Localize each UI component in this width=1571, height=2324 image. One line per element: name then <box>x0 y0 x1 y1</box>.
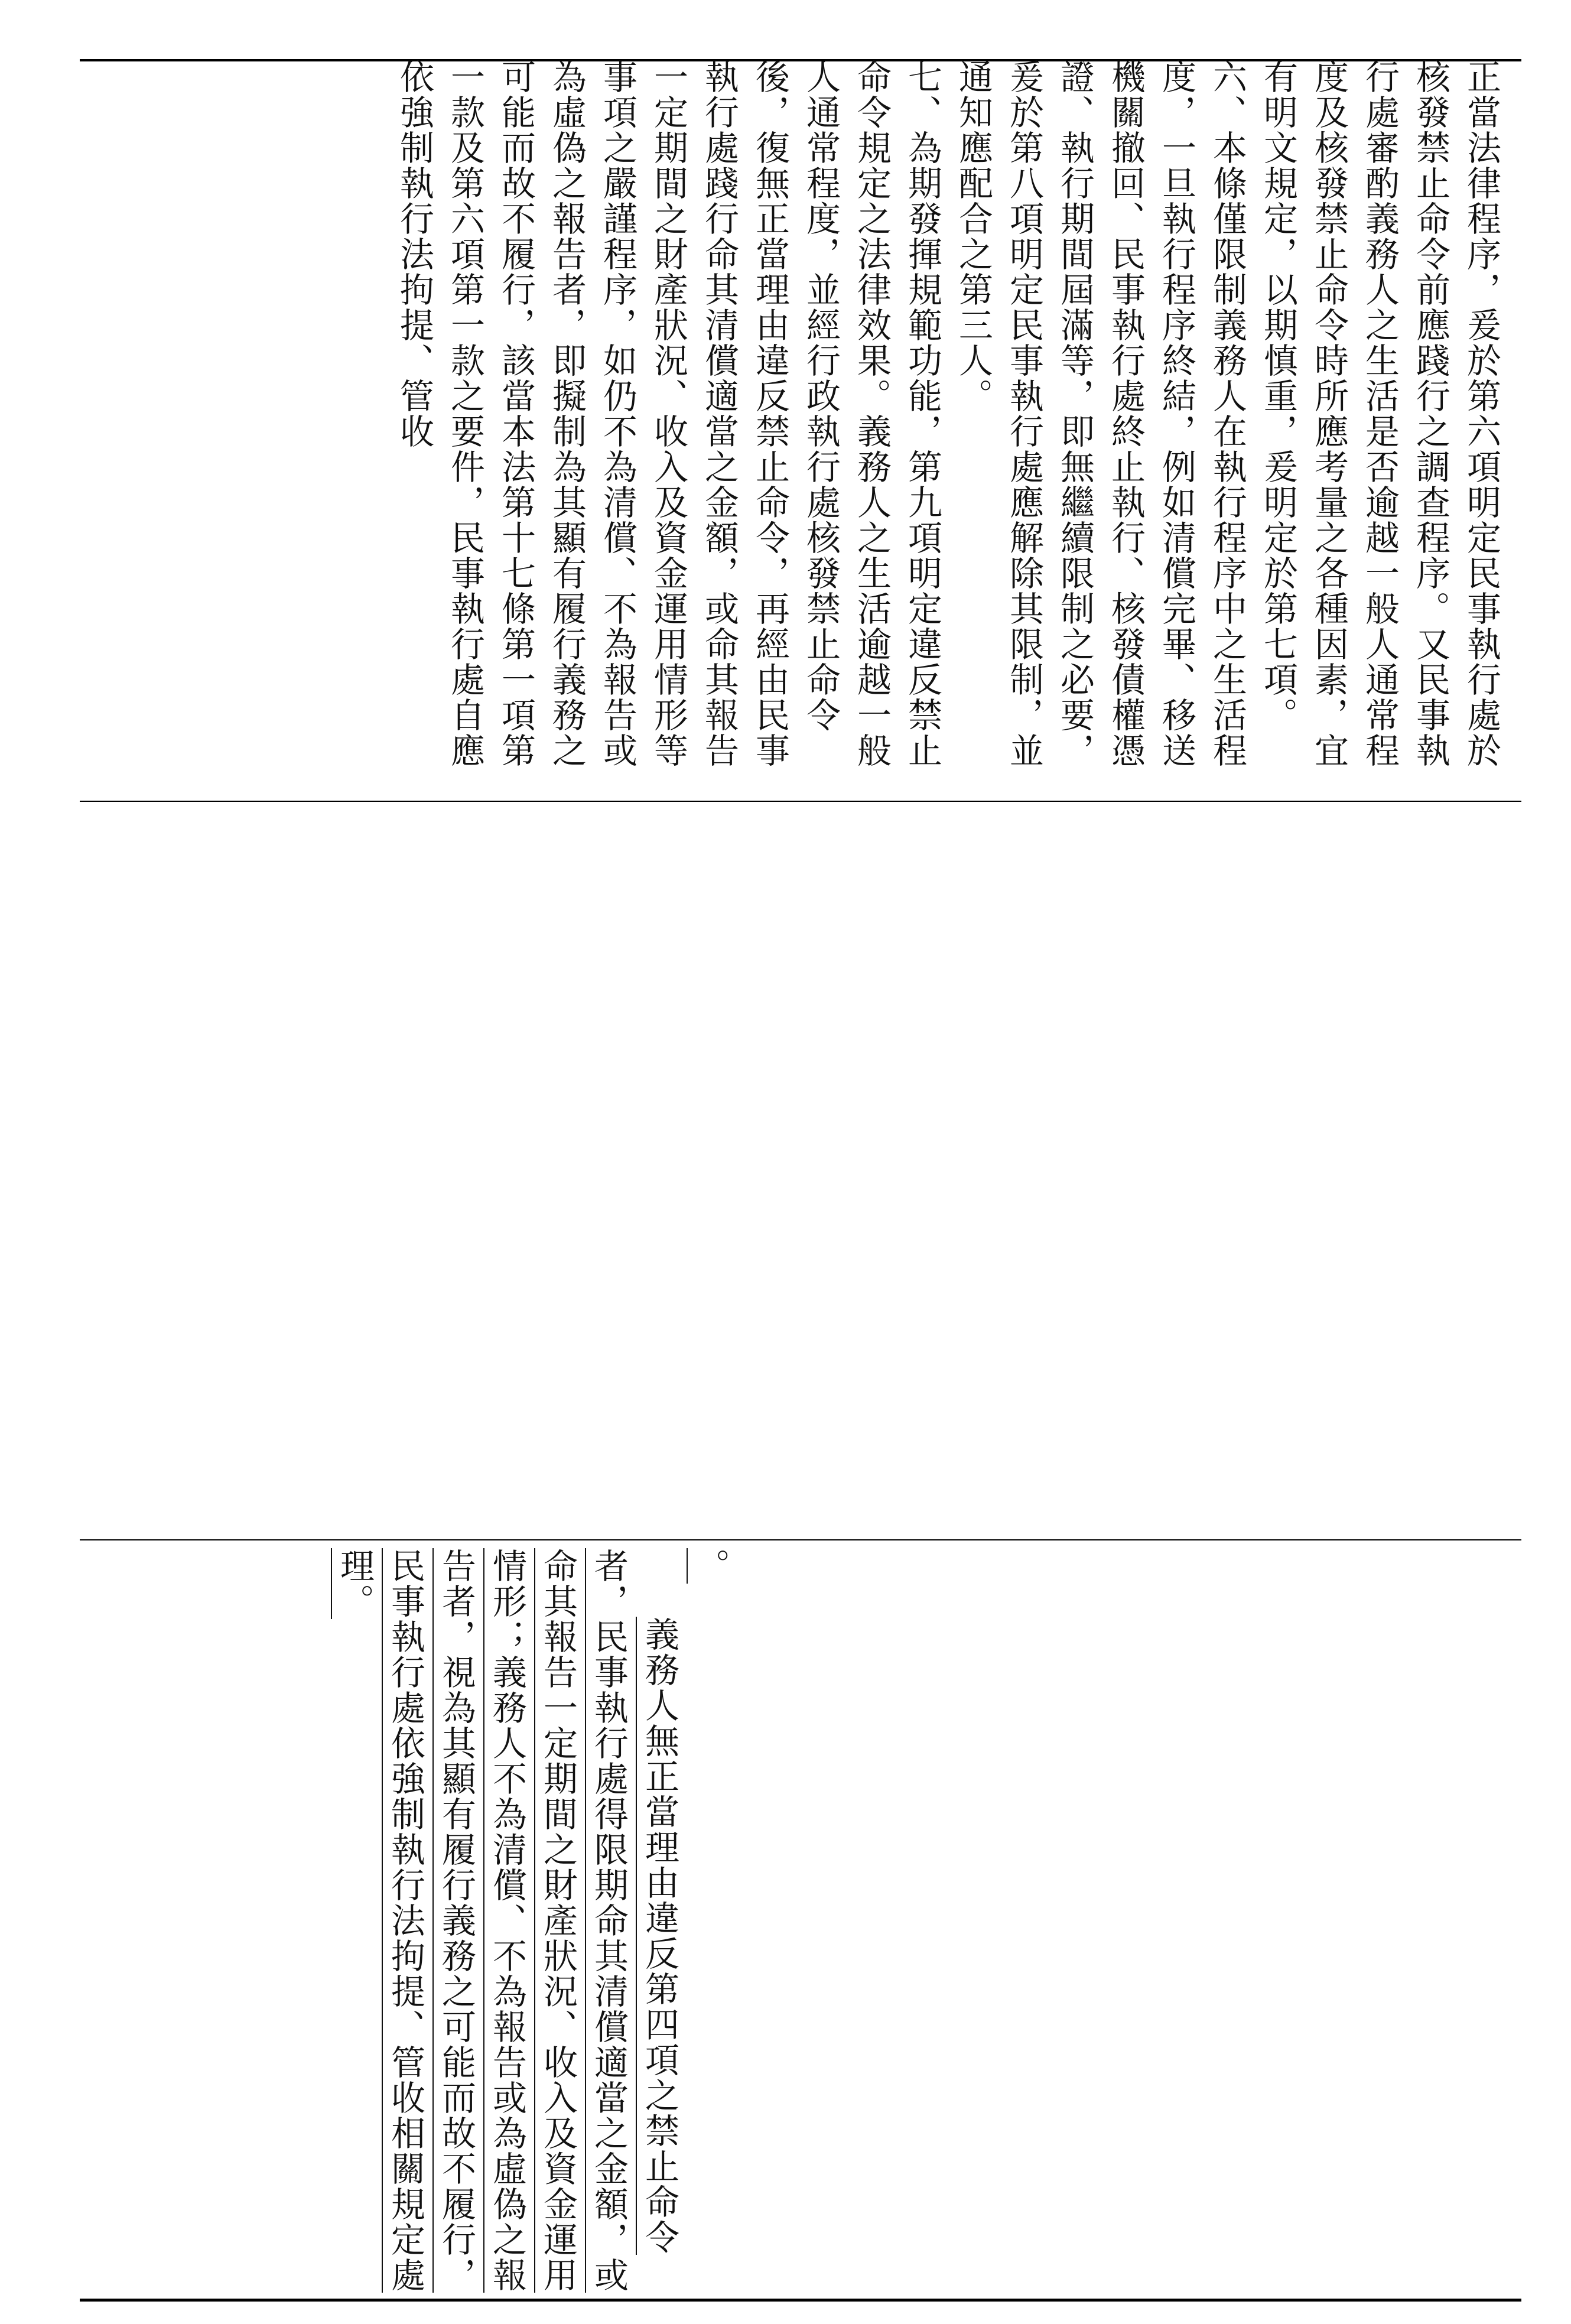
provision-column <box>121 1548 736 2299</box>
explanation-column <box>121 59 1507 792</box>
explanation-item-6: 六、本條僅限制義務人在執行程序中之生活程度，一旦執行程序終結，例如清償完畢、移送機關撤回、民事執行處終止執行、核發債權憑證、執行期間屆滿等，即無繼續限制之必要，爰於第八項明定民事執行處應解除其限制，並通知應配合之第三人。 <box>953 59 1247 768</box>
provision-end-mark-text: 。 <box>690 1548 730 1584</box>
bottom-rule <box>80 2299 1521 2302</box>
provision-underlined-text: 義務人無正當理由違反第四項之禁止命令者，民事執行處得限期命其清償適當之金額，或命其報告一定期間之財產狀況、收入及資金運用情形；義務人不為清償、不為報告或為虛偽之報告者，視為其顯有履行義務之可能而故不履行，民事執行處依強制執行法拘提、管收相關規定處理。 <box>334 1548 679 2293</box>
provision-end-mark <box>685 1548 736 2299</box>
provision-paragraph <box>329 1548 685 2299</box>
middle-rule-lower <box>80 1539 1521 1540</box>
explanation-paragraph-continued: 正當法律程序，爰於第六項明定民事執行處於核發禁止命令前應踐行之調查程序。又民事執行處審酌義務人之生活是否逾越一般人通常程度及核發禁止命令時所應考量之各種因素，宜有明文規定，以期慎重，爰明定於第七項。 <box>1258 59 1501 768</box>
middle-rule-upper <box>80 801 1521 802</box>
explanation-item-7: 七、為期發揮規範功能，第九項明定違反禁止命令規定之法律效果。義務人之生活逾越一般人通常程度，並經行政執行處核發禁止命令後，復無正當理由違反禁止命令，再經由民事執行處踐行命其清償適當之金額，或命其報告一定期間之財產狀況、收入及資金運用情形等事項之嚴謹程序，如仍不為清償、不為報告或為虛偽之報告者，即擬制為其顯有履行義務之可能而故不履行，該當本法第十七條第一項第一款及第六項第一款之要件，民事執行處自應依強制執行法拘提、管收 <box>394 59 942 768</box>
